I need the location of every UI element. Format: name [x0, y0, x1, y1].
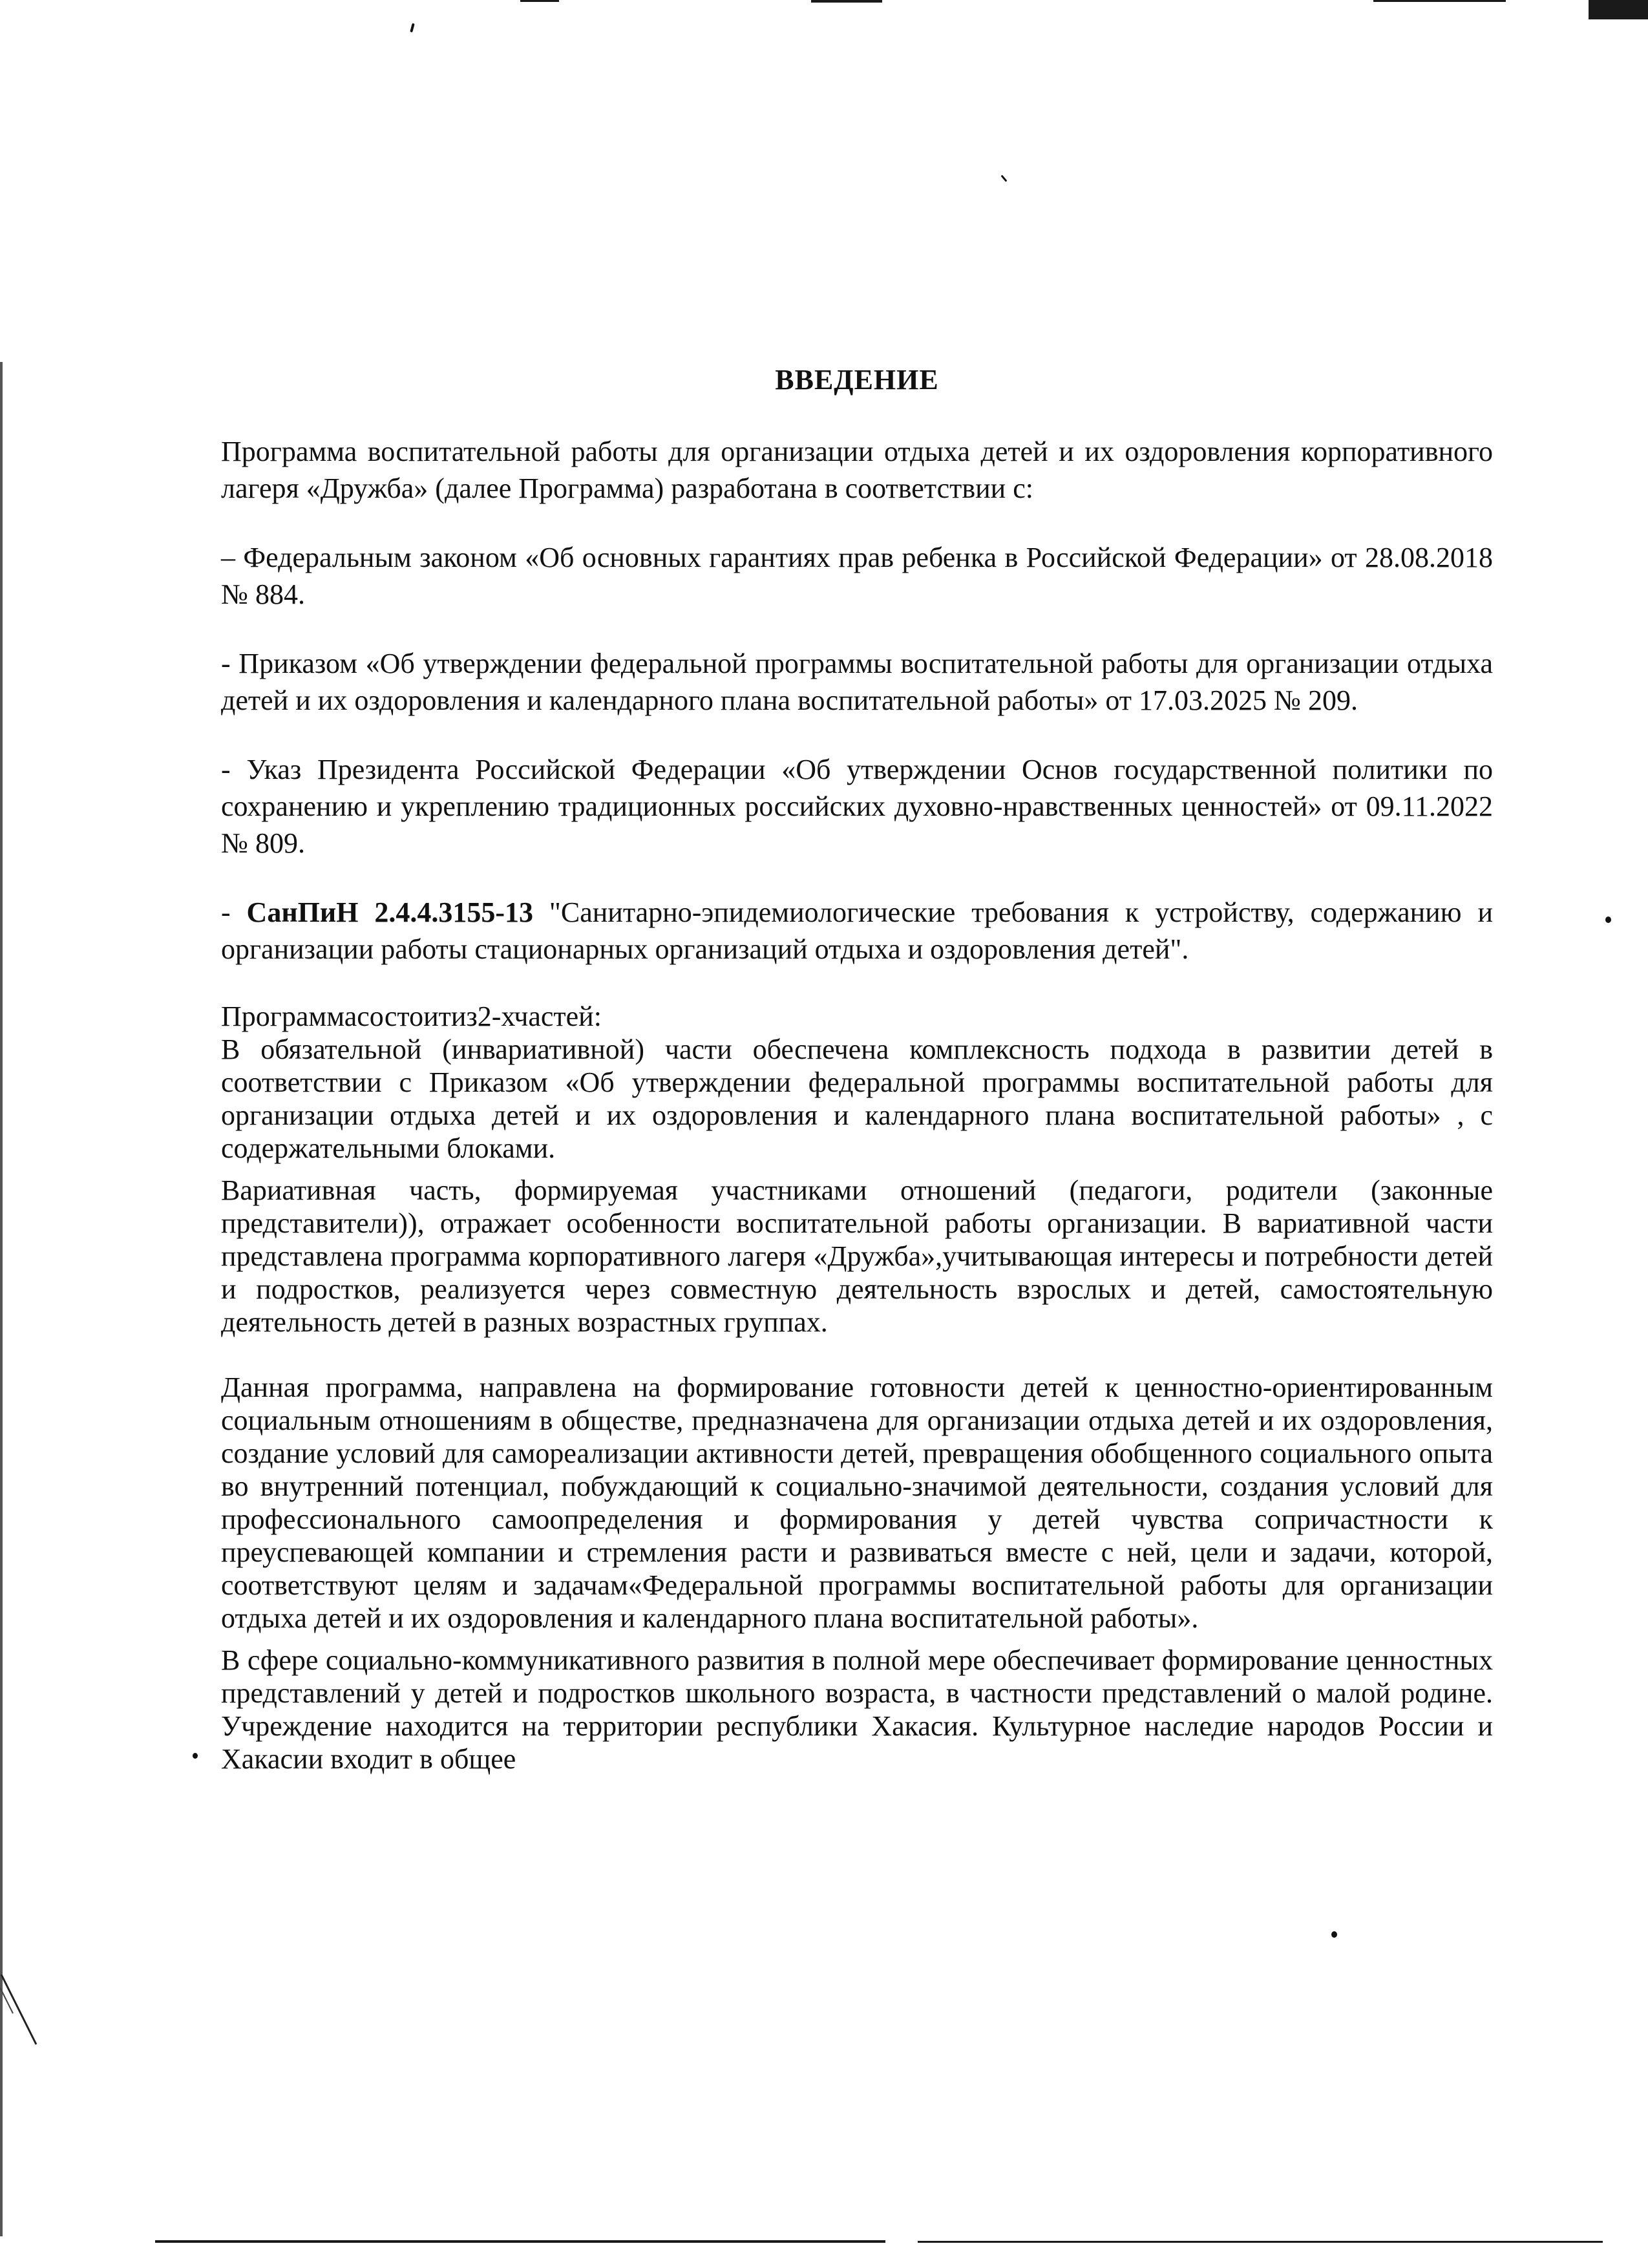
- law-decree-paragraph: - Указ Президента Российской Федерации «Об утверждении Основ государственной политики по сохранению и укреплению традиционных российских духовно-нравственных ценностей» от 09.11.2022 № 809.: [221, 754, 1493, 859]
- scan-artifact-bottom-line: [155, 2240, 885, 2243]
- sanpin-text: "Санитарно-эпидемиологические требования к устройству, содержанию и организации работы стационарных организаций отдыха и оздоровления детей".: [221, 896, 1493, 965]
- intro-paragraph: Программа воспитательной работы для организации отдыха детей и их оздоровления корпоративного лагеря «Дружба» (далее Программа) разработана в соответствии с:: [221, 436, 1493, 504]
- social-development-paragraph: В сфере социально-коммуникативного развития в полной мере обеспечивает формирование ценностных представлений у детей и подростков школьного возраста, в частности представлений о малой родине. Учреждение находится на территории республики Хакасия. Культурное наследие народов России и Хакасии входит в общее: [221, 1644, 1493, 1775]
- parts-variative-paragraph: Вариативная часть, формируемая участниками отношений (педагоги, родители (законные представители)), отражает особенности воспитательной работы организации. В вариативной части представлена программа корпоративного лагеря «Дружба»,учитывающая интересы и потребности детей и подростков, реализуется через совместную деятельность взрослых и детей, самостоятельную деятельность детей в разных возрастных группах.: [221, 1174, 1493, 1338]
- scan-artifact-top-line: [811, 0, 882, 3]
- scan-artifact-top-line: [1373, 0, 1506, 2]
- scan-speck: [410, 23, 414, 33]
- scan-artifact-top-line: [520, 0, 559, 2]
- page-title: ВВЕДЕНИЕ: [775, 364, 939, 396]
- scan-artifact-diagonal: [0, 1975, 39, 2046]
- purpose-paragraph: Данная программа, направлена на формирование готовности детей к ценностно-ориентированным социальным отношениям в обществе, предназначена для организации отдыха детей и их оздоровления, создание условий для самореализации активности детей, превращения обобщенного социального опыта во внутренний потенциал, побуждающий к социально-значимой деятельности, создания условий для профессионального самоопределения и формирования у детей чувства сопричастности к преуспевающей компании и стремления расти и развиваться вместе с ней, цели и задачи, которой, соответствуют целям и задачам«Федеральной программы воспитательной работы для организации отдыха детей и их оздоровления и календарного плана воспитательной работы».: [221, 1372, 1493, 1634]
- scan-speck: [193, 1753, 198, 1759]
- law-sanpin-paragraph: [221, 894, 1493, 968]
- scan-artifact-left-edge: [0, 362, 3, 2236]
- parts-mandatory-paragraph: В обязательной (инвариативной) части обеспечена комплексность подхода в развитии детей в соответствии с Приказом «Об утверждении федеральной программы воспитательной работы для организации отдыха детей и их оздоровления и календарного плана воспитательной работы» , с содержательными блоками.: [221, 1033, 1493, 1164]
- parts-heading: Программасостоитиз2-хчастей:: [221, 1001, 602, 1032]
- law-order-paragraph: - Приказом «Об утверждении федеральной программы воспитательной работы для организации отдыха детей и их оздоровления и календарного плана воспитательной работы» от 17.03.2025 № 209.: [221, 648, 1493, 716]
- document-body: [221, 362, 1493, 1775]
- sanpin-code: СанПиН 2.4.4.3155-13: [246, 896, 534, 928]
- scan-artifact-bottom-line: [918, 2241, 1603, 2243]
- scan-speck: [1331, 1931, 1337, 1938]
- scan-speck: [1605, 917, 1611, 923]
- law-federal-paragraph: – Федеральным законом «Об основных гарантиях прав ребенка в Российской Федерации» от 28.08.2018 № 884.: [221, 542, 1493, 610]
- scan-speck: [1000, 175, 1007, 182]
- sanpin-prefix: -: [221, 896, 247, 928]
- scan-artifact-corner: [1589, 0, 1648, 19]
